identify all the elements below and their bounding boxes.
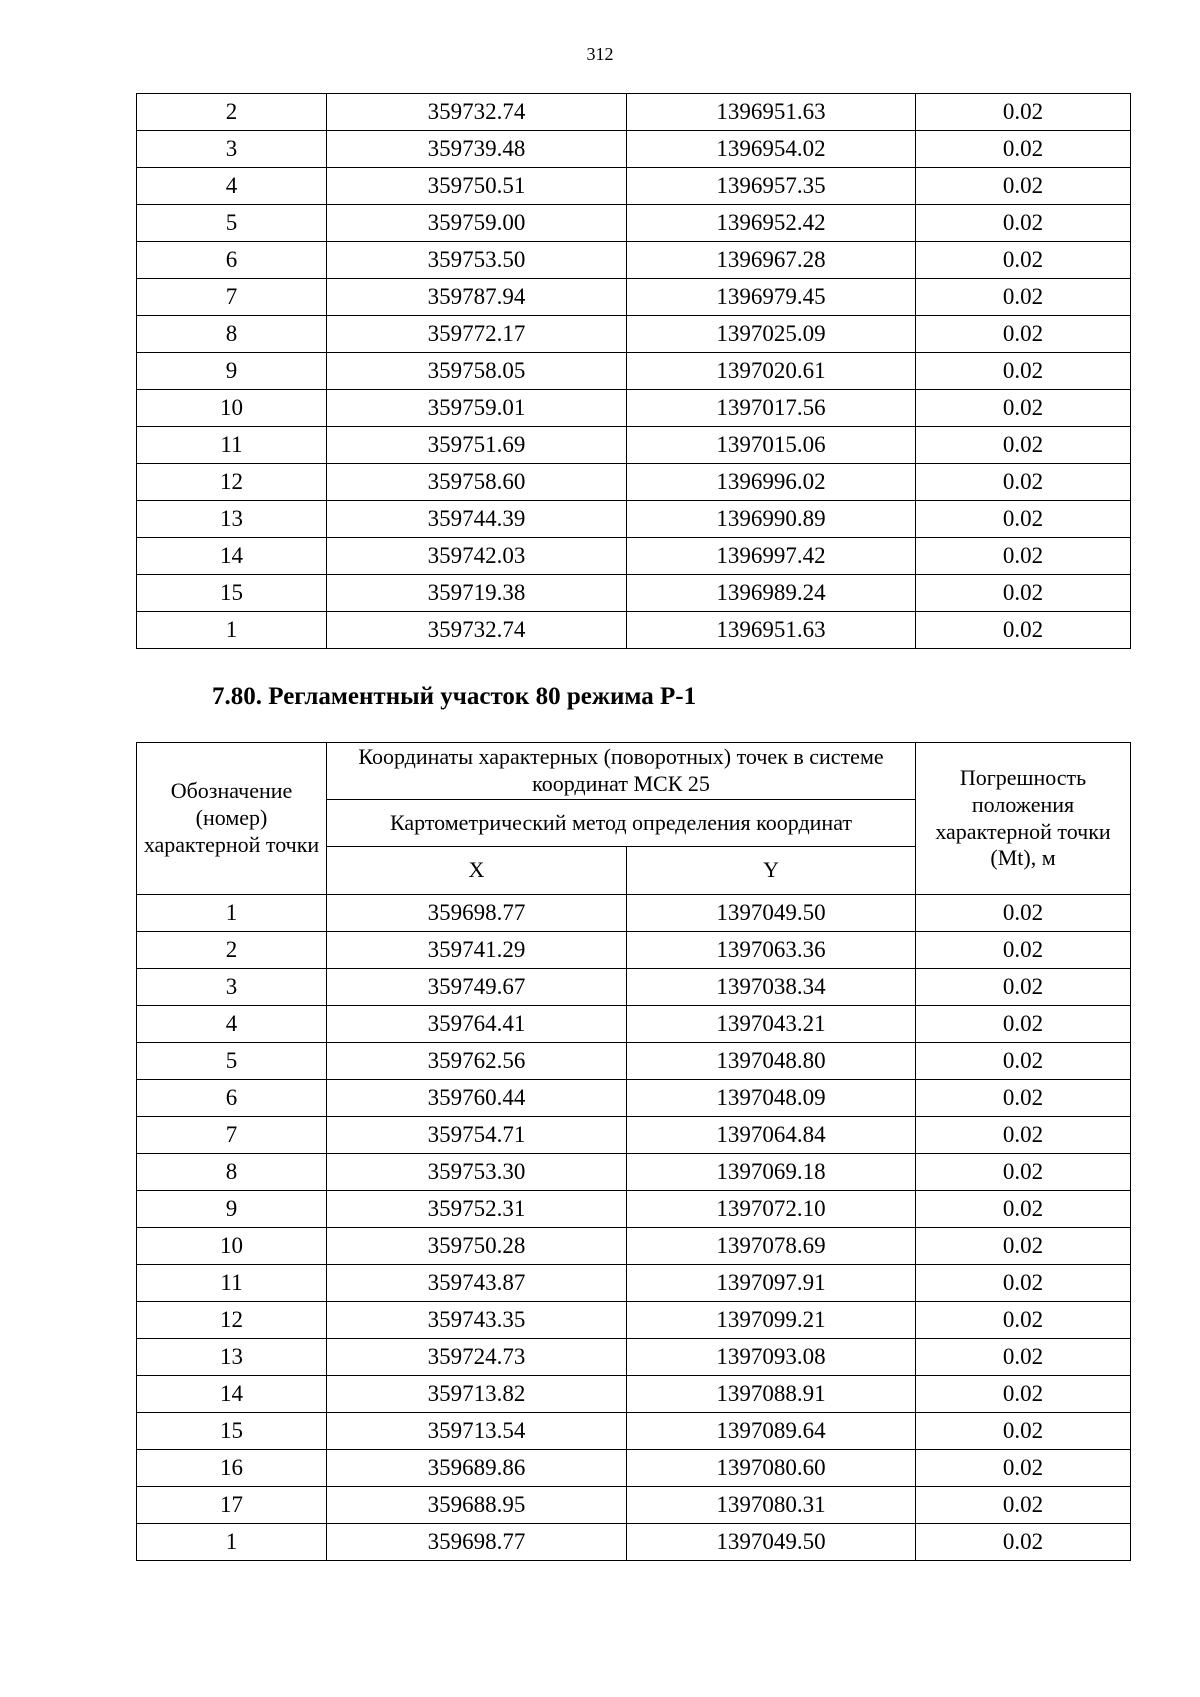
cell-x-coordinate: 359732.74: [327, 612, 627, 649]
table-row: [137, 1450, 1131, 1487]
table-row: [137, 353, 1131, 390]
cell-point-number: 5: [137, 205, 327, 242]
cell-y-coordinate: 1397080.31: [627, 1487, 916, 1524]
cell-error: 0.02: [916, 1413, 1131, 1450]
cell-x-coordinate: 359698.77: [327, 1524, 627, 1561]
table-row: [137, 575, 1131, 612]
cell-x-coordinate: 359758.60: [327, 464, 627, 501]
cell-point-number: 1: [137, 1524, 327, 1561]
cell-y-coordinate: 1397020.61: [627, 353, 916, 390]
table-row: [137, 1080, 1131, 1117]
table-row: [137, 612, 1131, 649]
cell-y-coordinate: 1396954.02: [627, 131, 916, 168]
cell-x-coordinate: 359743.35: [327, 1302, 627, 1339]
cell-error: 0.02: [916, 1080, 1131, 1117]
table-row: [137, 1376, 1131, 1413]
cell-y-coordinate: 1397064.84: [627, 1117, 916, 1154]
cell-point-number: 10: [137, 1228, 327, 1265]
table-row: [137, 1265, 1131, 1302]
table-row: [137, 1191, 1131, 1228]
cell-y-coordinate: 1396990.89: [627, 501, 916, 538]
cell-error: 0.02: [916, 538, 1131, 575]
cell-x-coordinate: 359760.44: [327, 1080, 627, 1117]
table-row: [137, 1154, 1131, 1191]
table-row: [137, 538, 1131, 575]
cell-point-number: 14: [137, 1376, 327, 1413]
section-heading: 7.80. Регламентный участок 80 режима Р-1: [212, 683, 697, 710]
cell-y-coordinate: 1397093.08: [627, 1339, 916, 1376]
cell-y-coordinate: 1396951.63: [627, 94, 916, 131]
header-point-label: Обозначение (номер) характерной точки: [137, 743, 327, 895]
table-header: [137, 743, 1131, 895]
page-number: 312: [586, 44, 614, 64]
cell-point-number: 3: [137, 131, 327, 168]
cell-x-coordinate: 359698.77: [327, 895, 627, 932]
cell-x-coordinate: 359713.54: [327, 1413, 627, 1450]
table-row: [137, 969, 1131, 1006]
cell-point-number: 16: [137, 1450, 327, 1487]
cell-point-number: 6: [137, 1080, 327, 1117]
cell-y-coordinate: 1397089.64: [627, 1413, 916, 1450]
cell-error: 0.02: [916, 1265, 1131, 1302]
cell-x-coordinate: 359752.31: [327, 1191, 627, 1228]
cell-point-number: 15: [137, 575, 327, 612]
table-row: [137, 895, 1131, 932]
cell-x-coordinate: 359724.73: [327, 1339, 627, 1376]
header-y-label: Y: [627, 847, 916, 895]
cell-x-coordinate: 359689.86: [327, 1450, 627, 1487]
table-row: [137, 242, 1131, 279]
table-row: [137, 279, 1131, 316]
cell-error: 0.02: [916, 895, 1131, 932]
cell-x-coordinate: 359713.82: [327, 1376, 627, 1413]
coordinates-table-body: [137, 895, 1131, 1561]
coordinates-table-continued: [136, 93, 1131, 649]
cell-x-coordinate: 359719.38: [327, 575, 627, 612]
cell-point-number: 8: [137, 1154, 327, 1191]
cell-point-number: 4: [137, 1006, 327, 1043]
cell-error: 0.02: [916, 390, 1131, 427]
cell-point-number: 1: [137, 612, 327, 649]
table-row: [137, 1524, 1131, 1561]
cell-error: 0.02: [916, 1043, 1131, 1080]
cell-point-number: 7: [137, 279, 327, 316]
table-row: [137, 316, 1131, 353]
cell-error: 0.02: [916, 932, 1131, 969]
coordinates-table-section-80: [136, 742, 1131, 1561]
cell-point-number: 5: [137, 1043, 327, 1080]
cell-y-coordinate: 1397099.21: [627, 1302, 916, 1339]
cell-y-coordinate: 1396996.02: [627, 464, 916, 501]
cell-y-coordinate: 1396967.28: [627, 242, 916, 279]
header-x-label: X: [327, 847, 627, 895]
cell-y-coordinate: 1397048.09: [627, 1080, 916, 1117]
cell-x-coordinate: 359753.50: [327, 242, 627, 279]
cell-y-coordinate: 1397072.10: [627, 1191, 916, 1228]
cell-point-number: 13: [137, 501, 327, 538]
cell-y-coordinate: 1397063.36: [627, 932, 916, 969]
cell-x-coordinate: 359741.29: [327, 932, 627, 969]
cell-x-coordinate: 359787.94: [327, 279, 627, 316]
table-row: [137, 1302, 1131, 1339]
table-row: [137, 501, 1131, 538]
table-row: [137, 1117, 1131, 1154]
cell-point-number: 17: [137, 1487, 327, 1524]
cell-error: 0.02: [916, 131, 1131, 168]
cell-point-number: 13: [137, 1339, 327, 1376]
table-row: [137, 131, 1131, 168]
cell-x-coordinate: 359744.39: [327, 501, 627, 538]
cell-y-coordinate: 1397025.09: [627, 316, 916, 353]
table-row: [137, 1043, 1131, 1080]
header-method-label: Картометрический метод определения координат: [327, 800, 916, 847]
cell-point-number: 12: [137, 464, 327, 501]
cell-error: 0.02: [916, 1228, 1131, 1265]
table-row: [137, 1339, 1131, 1376]
table-row: [137, 94, 1131, 131]
cell-x-coordinate: 359754.71: [327, 1117, 627, 1154]
cell-x-coordinate: 359762.56: [327, 1043, 627, 1080]
cell-point-number: 7: [137, 1117, 327, 1154]
cell-x-coordinate: 359732.74: [327, 94, 627, 131]
table-row: [137, 464, 1131, 501]
cell-error: 0.02: [916, 612, 1131, 649]
cell-x-coordinate: 359750.28: [327, 1228, 627, 1265]
cell-error: 0.02: [916, 168, 1131, 205]
cell-error: 0.02: [916, 1302, 1131, 1339]
cell-error: 0.02: [916, 969, 1131, 1006]
table-row: [137, 1413, 1131, 1450]
cell-y-coordinate: 1397015.06: [627, 427, 916, 464]
cell-y-coordinate: 1397049.50: [627, 1524, 916, 1561]
cell-point-number: 12: [137, 1302, 327, 1339]
cell-x-coordinate: 359751.69: [327, 427, 627, 464]
cell-y-coordinate: 1396997.42: [627, 538, 916, 575]
cell-y-coordinate: 1397048.80: [627, 1043, 916, 1080]
cell-error: 0.02: [916, 1524, 1131, 1561]
table-row: [137, 1228, 1131, 1265]
cell-point-number: 8: [137, 316, 327, 353]
table-row: [137, 390, 1131, 427]
cell-error: 0.02: [916, 205, 1131, 242]
coordinates-table-body: [137, 94, 1131, 649]
cell-x-coordinate: 359750.51: [327, 168, 627, 205]
cell-x-coordinate: 359739.48: [327, 131, 627, 168]
cell-point-number: 15: [137, 1413, 327, 1450]
cell-error: 0.02: [916, 1450, 1131, 1487]
cell-y-coordinate: 1397043.21: [627, 1006, 916, 1043]
cell-y-coordinate: 1397038.34: [627, 969, 916, 1006]
cell-error: 0.02: [916, 1376, 1131, 1413]
cell-y-coordinate: 1396979.45: [627, 279, 916, 316]
cell-x-coordinate: 359772.17: [327, 316, 627, 353]
cell-x-coordinate: 359764.41: [327, 1006, 627, 1043]
cell-y-coordinate: 1397069.18: [627, 1154, 916, 1191]
cell-point-number: 9: [137, 1191, 327, 1228]
cell-point-number: 1: [137, 895, 327, 932]
table-row: [137, 1487, 1131, 1524]
cell-x-coordinate: 359759.00: [327, 205, 627, 242]
cell-y-coordinate: 1397097.91: [627, 1265, 916, 1302]
cell-error: 0.02: [916, 427, 1131, 464]
cell-point-number: 6: [137, 242, 327, 279]
cell-x-coordinate: 359742.03: [327, 538, 627, 575]
cell-y-coordinate: 1396952.42: [627, 205, 916, 242]
cell-error: 0.02: [916, 1117, 1131, 1154]
table-row: [137, 427, 1131, 464]
cell-error: 0.02: [916, 1339, 1131, 1376]
cell-y-coordinate: 1396951.63: [627, 612, 916, 649]
cell-error: 0.02: [916, 242, 1131, 279]
cell-y-coordinate: 1397078.69: [627, 1228, 916, 1265]
cell-error: 0.02: [916, 353, 1131, 390]
cell-x-coordinate: 359749.67: [327, 969, 627, 1006]
cell-point-number: 11: [137, 1265, 327, 1302]
cell-y-coordinate: 1397088.91: [627, 1376, 916, 1413]
cell-y-coordinate: 1397049.50: [627, 895, 916, 932]
cell-error: 0.02: [916, 1006, 1131, 1043]
cell-x-coordinate: 359753.30: [327, 1154, 627, 1191]
cell-point-number: 2: [137, 932, 327, 969]
cell-x-coordinate: 359688.95: [327, 1487, 627, 1524]
cell-y-coordinate: 1396989.24: [627, 575, 916, 612]
cell-y-coordinate: 1396957.35: [627, 168, 916, 205]
cell-point-number: 2: [137, 94, 327, 131]
cell-point-number: 11: [137, 427, 327, 464]
cell-error: 0.02: [916, 279, 1131, 316]
cell-error: 0.02: [916, 94, 1131, 131]
cell-x-coordinate: 359758.05: [327, 353, 627, 390]
cell-error: 0.02: [916, 575, 1131, 612]
cell-x-coordinate: 359743.87: [327, 1265, 627, 1302]
table-row: [137, 932, 1131, 969]
cell-error: 0.02: [916, 464, 1131, 501]
table-row: [137, 168, 1131, 205]
table-row: [137, 1006, 1131, 1043]
table-row: [137, 205, 1131, 242]
header-error-label: Погрешность положения характерной точки (Mt), м: [916, 743, 1131, 895]
cell-error: 0.02: [916, 1154, 1131, 1191]
cell-error: 0.02: [916, 1191, 1131, 1228]
cell-point-number: 4: [137, 168, 327, 205]
cell-point-number: 10: [137, 390, 327, 427]
cell-x-coordinate: 359759.01: [327, 390, 627, 427]
cell-y-coordinate: 1397017.56: [627, 390, 916, 427]
cell-y-coordinate: 1397080.60: [627, 1450, 916, 1487]
cell-error: 0.02: [916, 501, 1131, 538]
cell-error: 0.02: [916, 316, 1131, 353]
cell-error: 0.02: [916, 1487, 1131, 1524]
cell-point-number: 9: [137, 353, 327, 390]
cell-point-number: 3: [137, 969, 327, 1006]
cell-point-number: 14: [137, 538, 327, 575]
header-coords-label: Координаты характерных (поворотных) точек в системе координат МСК 25: [327, 743, 916, 800]
